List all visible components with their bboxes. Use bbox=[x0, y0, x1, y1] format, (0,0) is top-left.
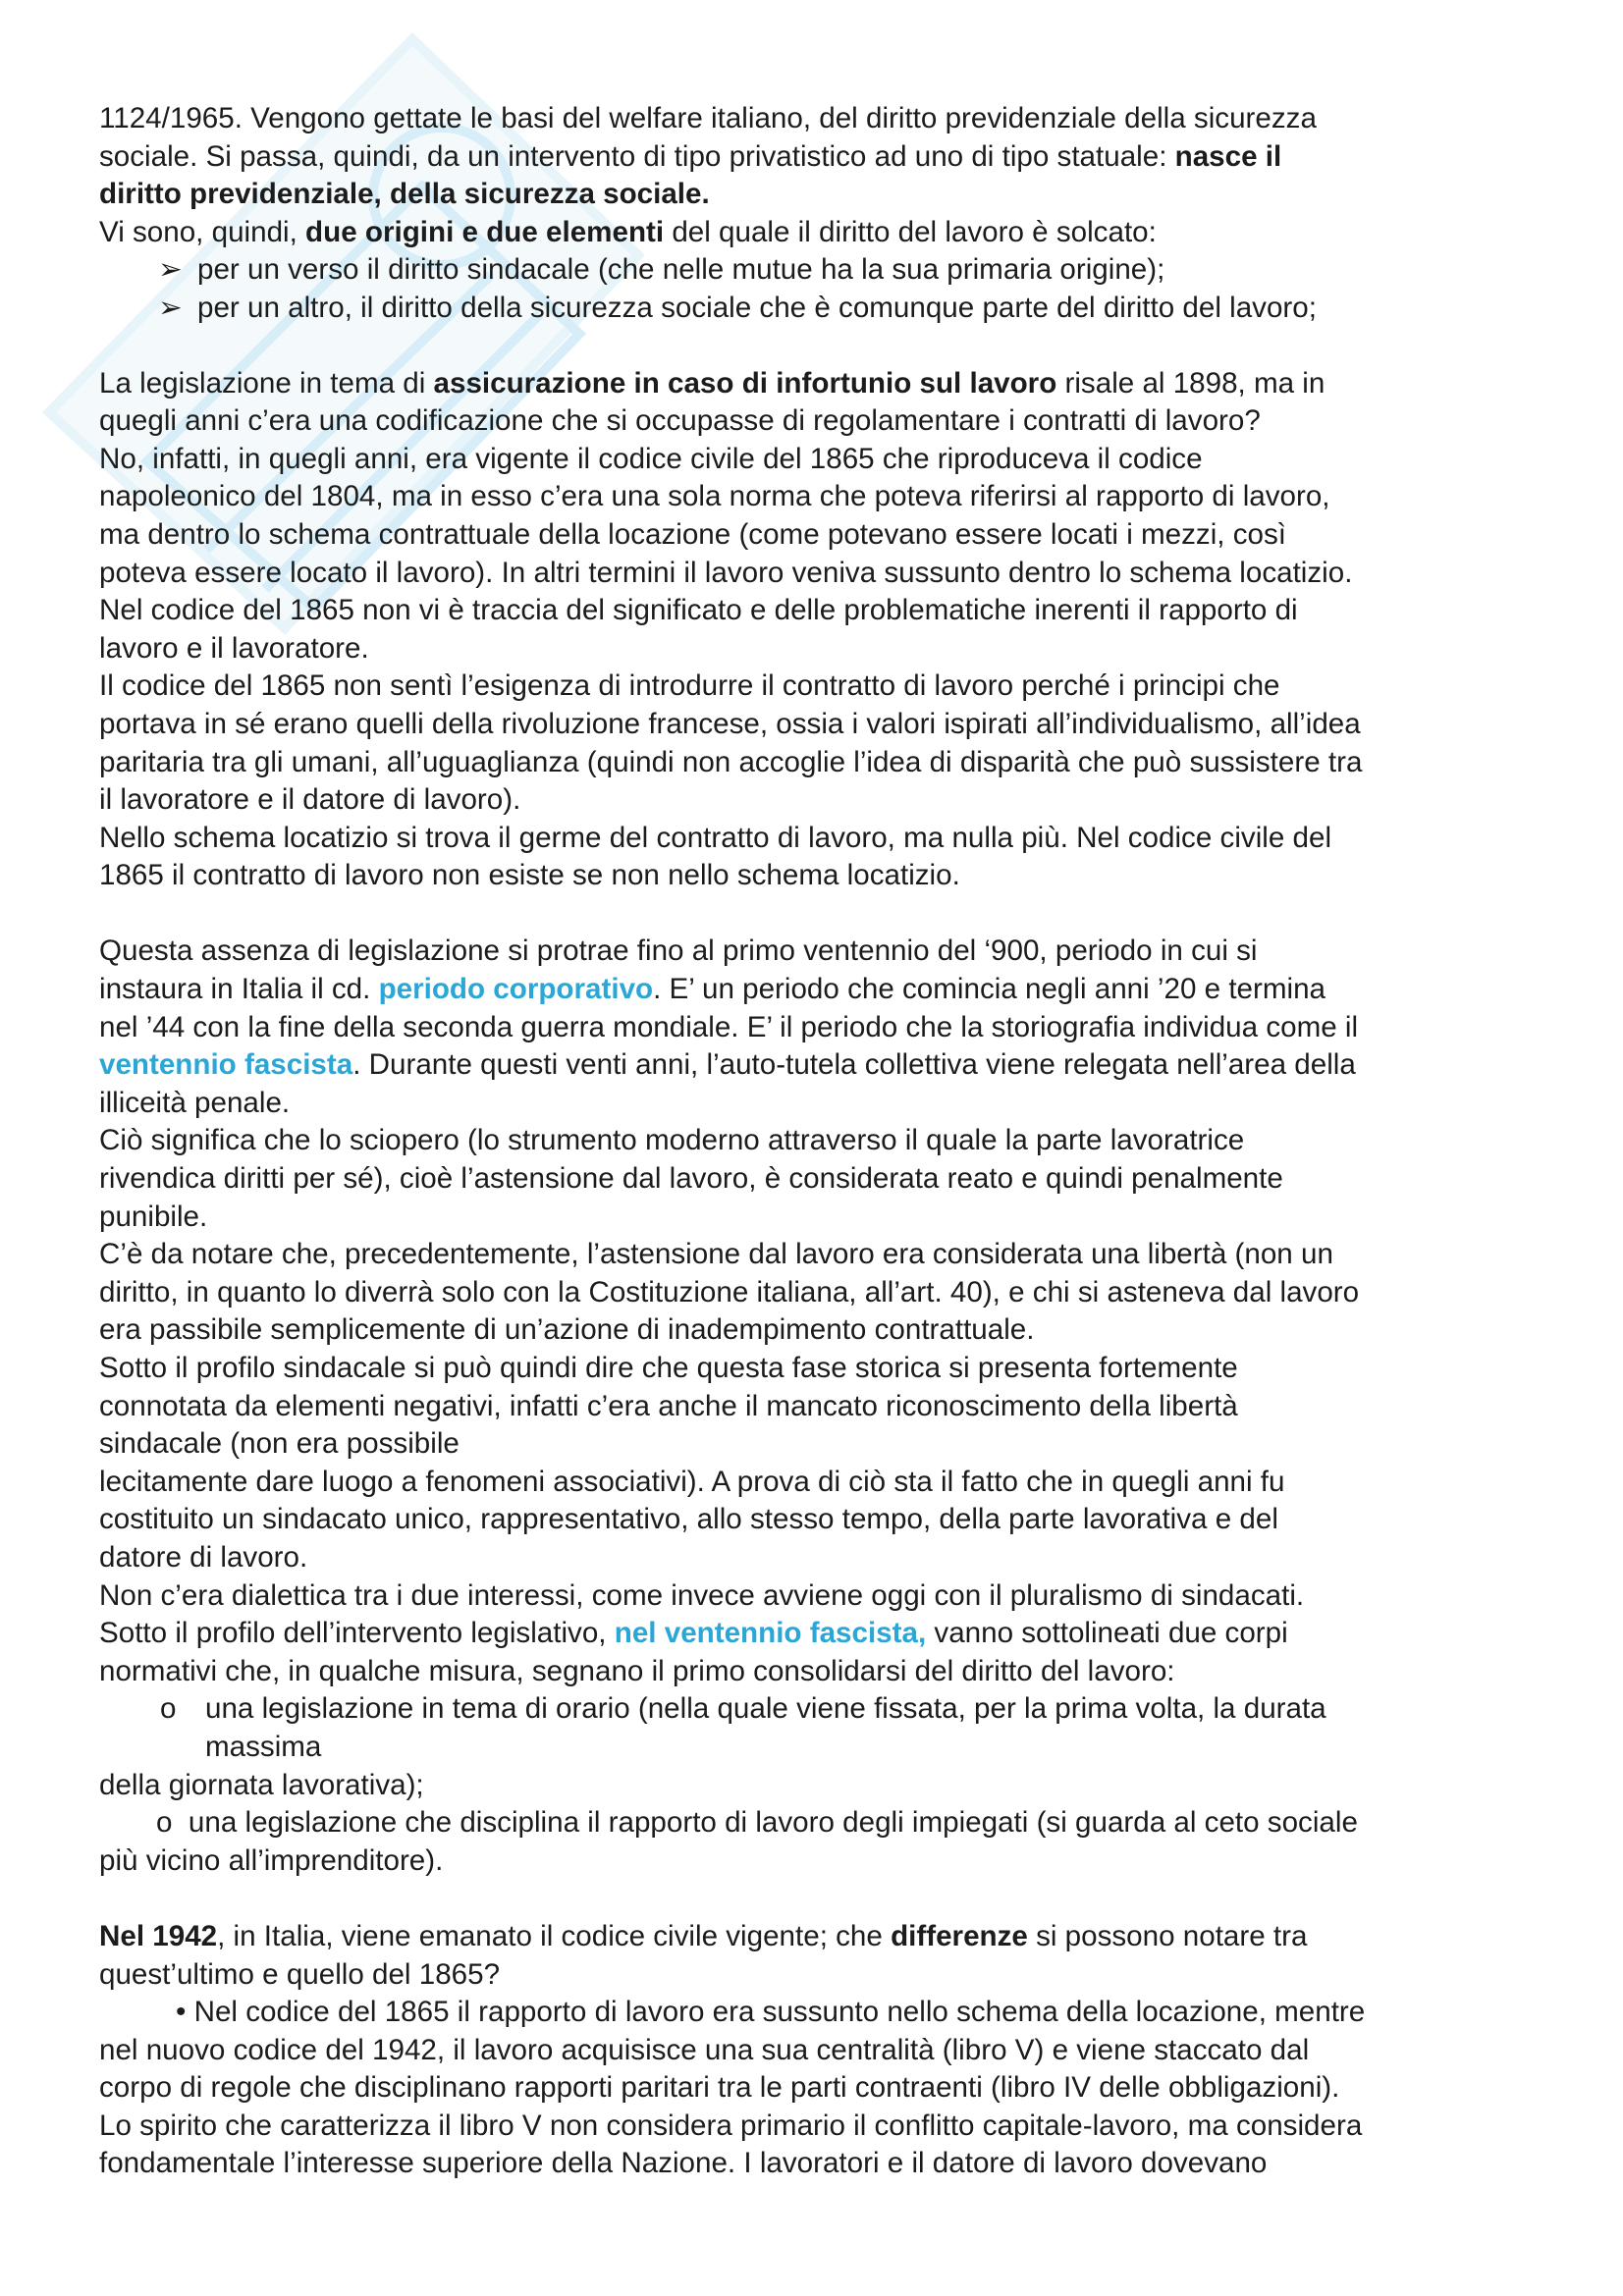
text-line: ma dentro lo schema contrattuale della locazione (come potevano essere locati i mezzi, così bbox=[99, 517, 1287, 551]
list-item-text: Nel codice del 1865 il rapporto di lavoro era sussunto nello schema della locazione, mentre bbox=[186, 1996, 1366, 2029]
highlight-text: periodo corporativo bbox=[378, 973, 654, 1006]
bold-text: differenze bbox=[891, 1919, 1028, 1952]
text-line: si possono notare tra bbox=[1027, 1919, 1308, 1952]
text-line: poteva essere locato il lavoro). In altri termini il lavoro veniva sussunto dentro lo schema locatizio. bbox=[99, 556, 1353, 589]
list-item-text: più vicino all’imprenditore). bbox=[99, 1843, 444, 1877]
paragraph-ventennio bbox=[99, 933, 1533, 1690]
paragraph-welfare bbox=[99, 100, 1533, 251]
text-line: punibile. bbox=[99, 1200, 208, 1233]
list-item bbox=[99, 1804, 1533, 1842]
document-page bbox=[99, 100, 1533, 2183]
text-line: diritto, in quanto lo diverrà solo con la Costituzione italiana, all’art. 40), e chi si asteneva dal lavoro bbox=[99, 1275, 1360, 1308]
text-line: nel ’44 con la fine della seconda guerra mondiale. E’ il periodo che la storiografia individua come il bbox=[99, 1010, 1359, 1043]
text-line: portava in sé erano quelli della rivoluzione francese, ossia i valori ispirati all’individualismo, all’idea bbox=[99, 707, 1361, 740]
list-item-text: per un altro, il diritto della sicurezza sociale che è comunque parte del diritto del lavoro; bbox=[197, 291, 1317, 324]
text-line: Il codice del 1865 non sentì l’esigenza di introdurre il contratto di lavoro perché i principi che bbox=[99, 669, 1280, 703]
dot-bullet-icon: • bbox=[176, 1996, 187, 2029]
text-line: risale al 1898, ma in bbox=[1056, 366, 1325, 400]
list-item bbox=[99, 290, 1533, 328]
text-line: fondamentale l’interesse superiore della Nazione. I lavoratori e il datore di lavoro dovevano bbox=[99, 2147, 1268, 2180]
text-line: vanno sottolineati due corpi bbox=[926, 1617, 1288, 1650]
text-line: La legislazione in tema di bbox=[99, 366, 434, 400]
text-line: sociale. Si passa, quindi, da un intervento di tipo privatistico ad uno di tipo statuale: bbox=[99, 139, 1175, 173]
text-line: Nello schema locatizio si trova il germe del contratto di lavoro, ma nulla più. Nel codice civile del bbox=[99, 821, 1332, 854]
spacer bbox=[99, 1880, 1533, 1918]
spacer bbox=[99, 895, 1533, 934]
list-item-text: massima bbox=[205, 1730, 322, 1763]
text-line: connotata da elementi negativi, infatti c’era anche il mancato riconoscimento della libertà bbox=[99, 1389, 1238, 1422]
text-line: era passibile semplicemente di un’azione di inadempimento contrattuale. bbox=[99, 1313, 1035, 1347]
text-line: illiceità penale. bbox=[99, 1086, 291, 1119]
highlight-text: nel ventennio fascista, bbox=[614, 1617, 927, 1650]
text-line: paritaria tra gli umani, all’uguaglianza (quindi non accoglie l’idea di disparità che può sussistere tra bbox=[99, 745, 1363, 778]
text-line: rivendica diritti per sé), cioè l’astensione dal lavoro, è considerata reato e quindi penalmente bbox=[99, 1162, 1283, 1196]
text-line: il lavoratore e il datore di lavoro). bbox=[99, 783, 521, 817]
text-line: instaura in Italia il cd. bbox=[99, 973, 379, 1006]
text-line: lecitamente dare luogo a fenomeni associativi). A prova di ciò sta il fatto che in quegli anni fu bbox=[99, 1465, 1285, 1498]
text-line: . E’ un periodo che comincia negli anni ’20 e termina bbox=[653, 973, 1325, 1006]
text-line: datore di lavoro. bbox=[99, 1540, 308, 1574]
list-item-text: una legislazione che disciplina il rapporto di lavoro degli impiegati (si guarda al ceto sociale bbox=[188, 1806, 1358, 1840]
highlight-text: ventennio fascista bbox=[99, 1048, 353, 1082]
text-line: corpo di regole che disciplinano rapporti paritari tra le parti contraenti (libro IV delle obbligazioni). bbox=[99, 2071, 1340, 2105]
list-item-text: della giornata lavorativa); bbox=[99, 1768, 424, 1801]
arrow-bullet-icon: ➢ bbox=[158, 253, 183, 287]
bold-text: nasce il bbox=[1174, 139, 1282, 173]
text-line: sindacale (non era possibile bbox=[99, 1427, 460, 1461]
text-line: napoleonico del 1804, ma in esso c’era una sola norma che poteva riferirsi al rapporto di lavoro, bbox=[99, 480, 1330, 513]
text-line: Vi sono, quindi, bbox=[99, 215, 306, 248]
bold-text: due origini e due elementi bbox=[305, 215, 665, 248]
list-item-text: una legislazione in tema di orario (nella quale viene fissata, per la prima volta, la durata bbox=[205, 1692, 1326, 1726]
text-line: quegli anni c’era una codificazione che si occupasse di regolamentare i contratti di lavoro? bbox=[99, 404, 1261, 438]
text-line: No, infatti, in quegli anni, era vigente il codice civile del 1865 che riproduceva il codice bbox=[99, 442, 1203, 475]
list-item-text: per un verso il diritto sindacale (che nelle mutue ha la sua primaria origine); bbox=[197, 253, 1165, 287]
text-line: Non c’era dialettica tra i due interessi, come invece avviene oggi con il pluralismo di sindacati. bbox=[99, 1578, 1305, 1612]
list-item bbox=[99, 251, 1533, 290]
bold-text: diritto previdenziale, della sicurezza sociale. bbox=[99, 178, 710, 211]
text-line: nel nuovo codice del 1942, il lavoro acquisisce una sua centralità (libro V) e viene staccato dal bbox=[99, 2033, 1310, 2066]
text-line: normativi che, in qualche misura, segnano il primo consolidarsi del diritto del lavoro: bbox=[99, 1654, 1175, 1687]
bold-text: assicurazione in caso di infortunio sul lavoro bbox=[433, 366, 1057, 400]
paragraph-codice-1865 bbox=[99, 365, 1533, 895]
text-line: Sotto il profilo sindacale si può quindi dire che questa fase storica si presenta fortemente bbox=[99, 1352, 1238, 1384]
text-line: , in Italia, viene emanato il codice civile vigente; che bbox=[217, 1919, 892, 1952]
text-line: quest’ultimo e quello del 1865? bbox=[99, 1957, 501, 1991]
text-line: C’è da notare che, precedentemente, l’astensione dal lavoro era considerata una libertà (non un bbox=[99, 1238, 1333, 1271]
paragraph-codice-1942 bbox=[99, 1918, 1533, 1994]
spacer bbox=[99, 328, 1533, 365]
text-line: Sotto il profilo dell’intervento legislativo, bbox=[99, 1617, 615, 1650]
text-line: costituito un sindacato unico, rappresentativo, allo stesso tempo, della parte lavorativa e del bbox=[99, 1503, 1278, 1536]
text-line: Questa assenza di legislazione si protrae fino al primo ventennio del ‘900, periodo in cui si bbox=[99, 934, 1258, 968]
text-line: Lo spirito che caratterizza il libro V non considera primario il conflitto capitale-lavoro, ma considera bbox=[99, 2109, 1363, 2142]
circle-bullet-icon: o bbox=[156, 1806, 173, 1840]
circle-bullet-icon: o bbox=[160, 1692, 177, 1726]
text-line: Nel codice del 1865 non vi è traccia del significato e delle problematiche inerenti il rapporto di bbox=[99, 594, 1298, 627]
list-item bbox=[99, 1994, 1533, 2032]
text-line: 1865 il contratto di lavoro non esiste se non nello schema locatizio. bbox=[99, 859, 960, 892]
text-line: lavoro e il lavoratore. bbox=[99, 631, 369, 665]
text-line: . Durante questi venti anni, l’auto-tutela collettiva viene relegata nell’area della bbox=[352, 1048, 1356, 1082]
text-line: del quale il diritto del lavoro è solcato: bbox=[664, 215, 1157, 248]
bold-text: Nel 1942 bbox=[99, 1919, 218, 1952]
list-item bbox=[99, 1690, 1533, 1766]
text-line: Ciò significa che lo sciopero (lo strumento moderno attraverso il quale la parte lavoratrice bbox=[99, 1124, 1245, 1157]
arrow-bullet-icon: ➢ bbox=[158, 291, 183, 324]
text-line: 1124/1965. Vengono gettate le basi del welfare italiano, del diritto previdenziale della sicurezza bbox=[99, 102, 1317, 134]
